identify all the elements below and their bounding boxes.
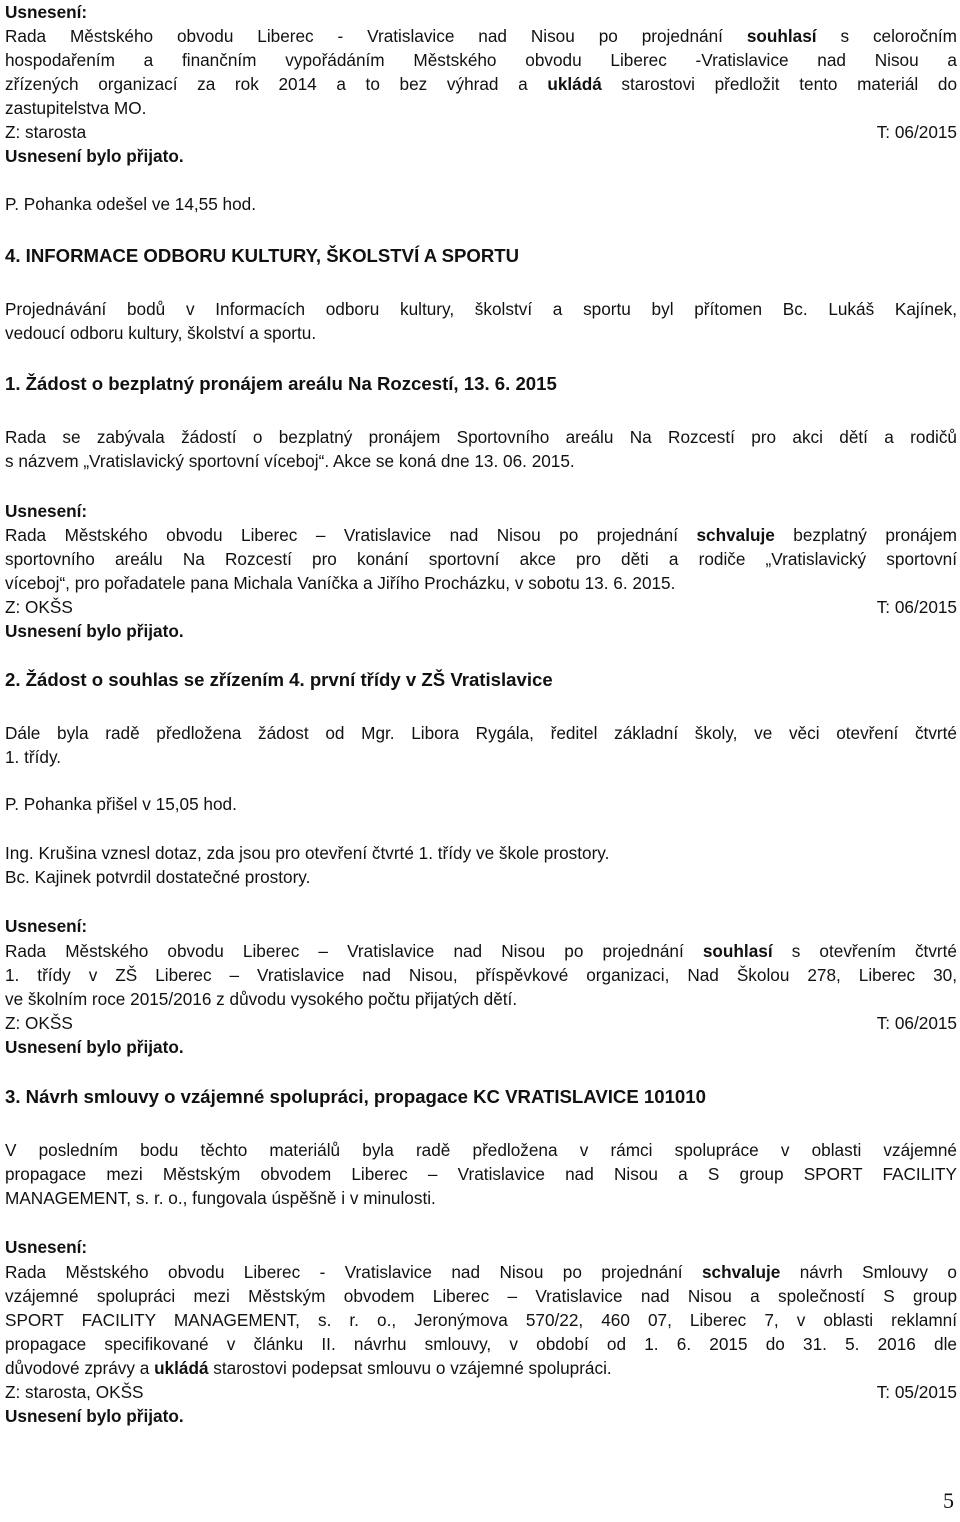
resolution-text-line: důvodové zprávy a ukládá starostovi podepsat smlouvu o vzájemné spolupráci. <box>5 1358 612 1378</box>
resolution-text-line: Rada Městského obvodu Liberec – Vratislavice nad Nisou po projednání schvaluje bezplatný pronájem <box>5 525 957 545</box>
section-heading: 4. INFORMACE ODBORU KULTURY, ŠKOLSTVÍ A SPORTU <box>5 245 520 266</box>
resolution-text-line: Rada Městského obvodu Liberec – Vratislavice nad Nisou po projednání souhlasí s otevřením čtvrté <box>5 941 957 961</box>
resolution-accepted: Usnesení bylo přijato. <box>5 146 184 166</box>
paragraph-line: Projednávání bodů v Informacích odboru kultury, školství a sportu byl přítomen Bc. Lukáš Kajínek, <box>5 299 957 319</box>
resolution-text-line: propagace specifikované v článku II. návrhu smlouvy, v období od 1. 6. 2015 do 31. 5. 2016 dle <box>5 1334 957 1354</box>
resolution-text-line: hospodařením a finančním vypořádáním Městského obvodu Liberec -Vratislavice nad Nisou a <box>5 50 957 70</box>
paragraph-line: 1. třídy. <box>5 747 62 767</box>
paragraph-line: Rada se zabývala žádostí o bezplatný pronájem Sportovního areálu Na Rozcestí pro akci dětí a rodičů <box>5 427 957 447</box>
resolution-text-line: Rada Městského obvodu Liberec - Vratislavice nad Nisou po projednání schvaluje návrh Smlouvy o <box>5 1262 957 1282</box>
deadline: T: 06/2015 <box>876 597 957 617</box>
responsible: Z: OKŠS <box>5 597 73 617</box>
responsibility-line <box>5 121 957 143</box>
resolution-accepted: Usnesení bylo přijato. <box>5 621 184 641</box>
paragraph-line: MANAGEMENT, s. r. o., fungovala úspěšně i v minulosti. <box>5 1188 436 1208</box>
paragraph-line: V posledním bodu těchto materiálů byla radě předložena v rámci spolupráce v oblasti vzájemné <box>5 1140 957 1160</box>
note-line: P. Pohanka odešel ve 14,55 hod. <box>5 194 257 214</box>
responsible: Z: starosta, OKŠS <box>5 1382 144 1402</box>
paragraph-line: s názvem „Vratislavický sportovní víceboj“. Akce se koná dne 13. 06. 2015. <box>5 451 575 471</box>
resolution-label: Usnesení: <box>5 2 88 22</box>
deadline: T: 06/2015 <box>876 1013 957 1033</box>
responsible: Z: starosta <box>5 122 87 142</box>
responsibility-line <box>5 596 957 618</box>
note-line: P. Pohanka přišel v 15,05 hod. <box>5 794 237 814</box>
resolution-text-line: zastupitelstva MO. <box>5 98 147 118</box>
document-page <box>5 0 957 1522</box>
resolution-accepted: Usnesení bylo přijato. <box>5 1406 184 1426</box>
item-heading: 1. Žádost o bezplatný pronájem areálu Na Rozcestí, 13. 6. 2015 <box>5 373 557 394</box>
paragraph-line: vedoucí odboru kultury, školství a sportu. <box>5 323 317 343</box>
resolution-text-line: 1. třídy v ZŠ Liberec – Vratislavice nad Nisou, příspěvkové organizaci, Nad Školou 278, Liberec 30, <box>5 965 957 985</box>
item-heading: 2. Žádost o souhlas se zřízením 4. první třídy v ZŠ Vratislavice <box>5 669 553 690</box>
resolution-text-line: ve školním roce 2015/2016 z důvodu vysokého počtu přijatých dětí. <box>5 989 518 1009</box>
note-line: Ing. Krušina vznesl dotaz, zda jsou pro otevření čtvrté 1. třídy ve škole prostory. <box>5 843 610 863</box>
resolution-text-line: SPORT FACILITY MANAGEMENT, s. r. o., Jeronýmova 570/22, 460 07, Liberec 7, v oblasti reklamní <box>5 1310 957 1330</box>
resolution-accepted: Usnesení bylo přijato. <box>5 1037 184 1057</box>
page-number: 5 <box>943 1488 954 1513</box>
paragraph-line: Dále byla radě předložena žádost od Mgr. Libora Rygála, ředitel základní školy, ve věci otevření čtvrté <box>5 723 957 743</box>
responsible: Z: OKŠS <box>5 1013 73 1033</box>
resolution-label: Usnesení: <box>5 916 88 936</box>
resolution-text-line: vzájemné spolupráci mezi Městským obvodem Liberec – Vratislavice nad Nisou a společností S group <box>5 1286 957 1306</box>
resolution-text-line: víceboj“, pro pořadatele pana Michala Vaníčka a Jiřího Procházku, v sobotu 13. 6. 2015. <box>5 573 676 593</box>
resolution-text-line: sportovního areálu Na Rozcestí pro konání sportovní akce pro děti a rodiče „Vratislavický sportovní <box>5 549 957 569</box>
resolution-label: Usnesení: <box>5 501 88 521</box>
note-line: Bc. Kajinek potvrdil dostatečné prostory. <box>5 867 311 887</box>
responsibility-line <box>5 1381 957 1403</box>
resolution-text-line: Rada Městského obvodu Liberec - Vratislavice nad Nisou po projednání souhlasí s celoročním <box>5 26 958 46</box>
paragraph-line: propagace mezi Městským obvodem Liberec – Vratislavice nad Nisou a S group SPORT FACILITY <box>5 1164 957 1184</box>
deadline: T: 05/2015 <box>876 1382 957 1402</box>
deadline: T: 06/2015 <box>876 122 957 142</box>
resolution-label: Usnesení: <box>5 1237 88 1257</box>
resolution-text-line: zřízených organizací za rok 2014 a to bez výhrad a ukládá starostovi předložit tento materiál do <box>5 74 957 94</box>
item-heading: 3. Návrh smlouvy o vzájemné spolupráci, propagace KC VRATISLAVICE 101010 <box>5 1086 706 1107</box>
responsibility-line <box>5 1012 957 1034</box>
